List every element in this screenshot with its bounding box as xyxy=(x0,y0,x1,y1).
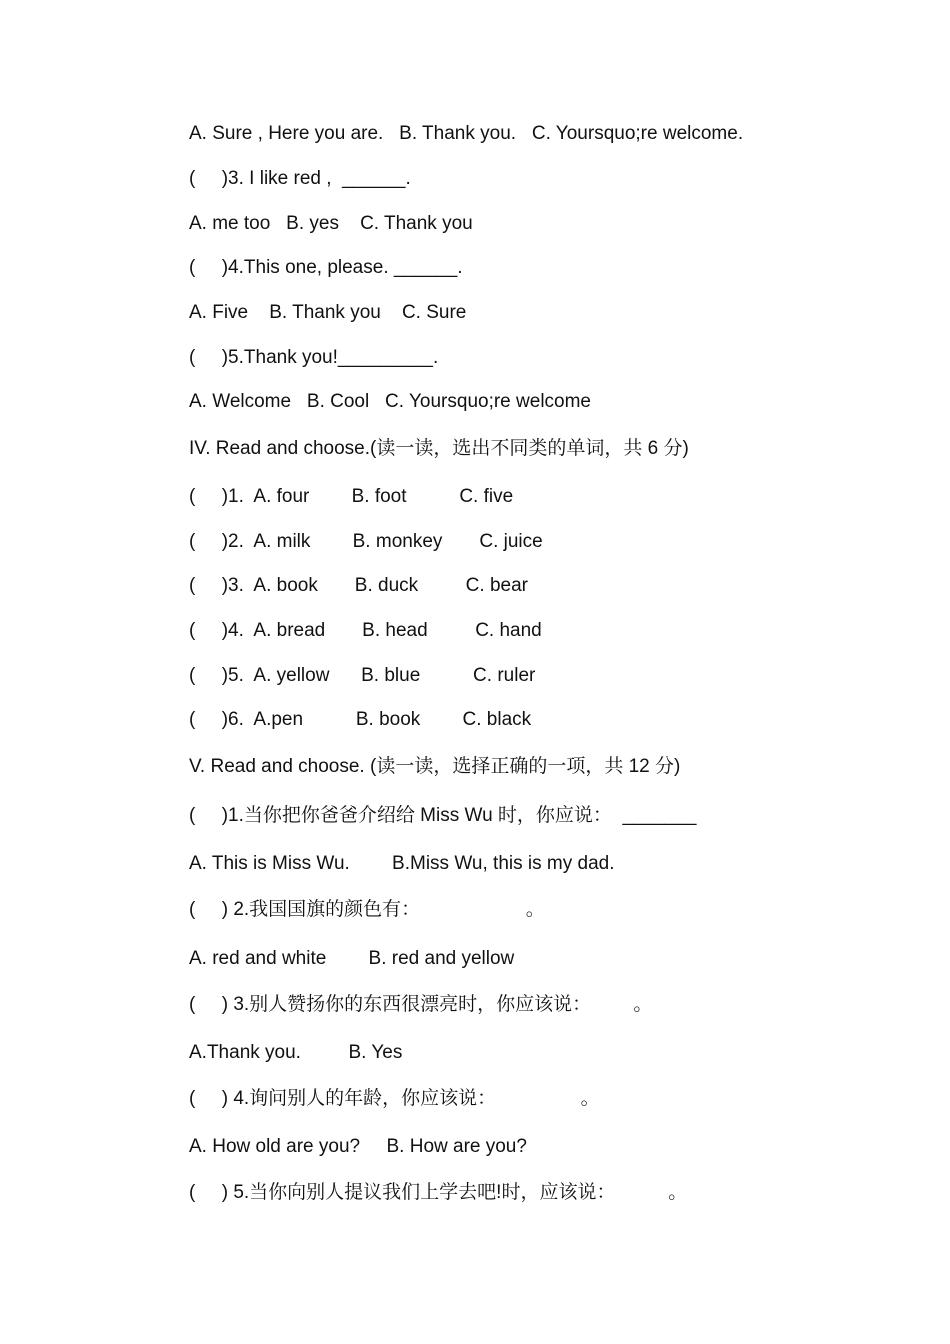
section-v-heading: V. Read and choose. (读一读，选择正确的一项，共 12 分) xyxy=(189,756,681,777)
q5-options: A. Welcome B. Cool C. Yoursquo;re welcome xyxy=(189,391,591,412)
iv-item-2: ( )2. A. milk B. monkey C. juice xyxy=(189,531,543,552)
q3-options: A. me too B. yes C. Thank you xyxy=(189,213,473,234)
v-q3-question: ( ) 3.别人赞扬你的东西很漂亮时，你应该说： 。 xyxy=(189,994,653,1015)
v-q2-question: ( ) 2.我国国旗的颜色有： 。 xyxy=(189,899,545,920)
q4-question: ( )4.This one, please. ______. xyxy=(189,257,463,278)
v-q1-options: A. This is Miss Wu. B.Miss Wu, this is my dad. xyxy=(189,853,615,874)
iv-item-1: ( )1. A. four B. foot C. five xyxy=(189,486,514,507)
q4-options: A. Five B. Thank you C. Sure xyxy=(189,302,467,323)
v-q4-question: ( ) 4.询问别人的年龄，你应该说： 。 xyxy=(189,1088,600,1109)
q2-options: A. Sure , Here you are. B. Thank you. C. Yoursquo;re welcome. xyxy=(189,123,744,144)
v-q2-options: A. red and white B. red and yellow xyxy=(189,948,515,969)
q5-question: ( )5.Thank you!_________. xyxy=(189,347,439,368)
iv-item-4: ( )4. A. bread B. head C. hand xyxy=(189,620,542,641)
v-q1-question: ( )1.当你把你爸爸介绍给 Miss Wu 时，你应说： _______ xyxy=(189,805,697,826)
v-q3-options: A.Thank you. B. Yes xyxy=(189,1042,403,1063)
v-q4-options: A. How old are you? B. How are you? xyxy=(189,1136,527,1157)
section-iv-heading: IV. Read and choose.(读一读，选出不同类的单词，共 6 分) xyxy=(189,438,689,459)
iv-item-5: ( )5. A. yellow B. blue C. ruler xyxy=(189,665,536,686)
iv-item-3: ( )3. A. book B. duck C. bear xyxy=(189,575,528,596)
iv-item-6: ( )6. A.pen B. book C. black xyxy=(189,709,532,730)
q3-question: ( )3. I like red , ______. xyxy=(189,168,411,189)
v-q5-question: ( ) 5.当你向别人提议我们上学去吧!时，应该说： 。 xyxy=(189,1182,688,1203)
